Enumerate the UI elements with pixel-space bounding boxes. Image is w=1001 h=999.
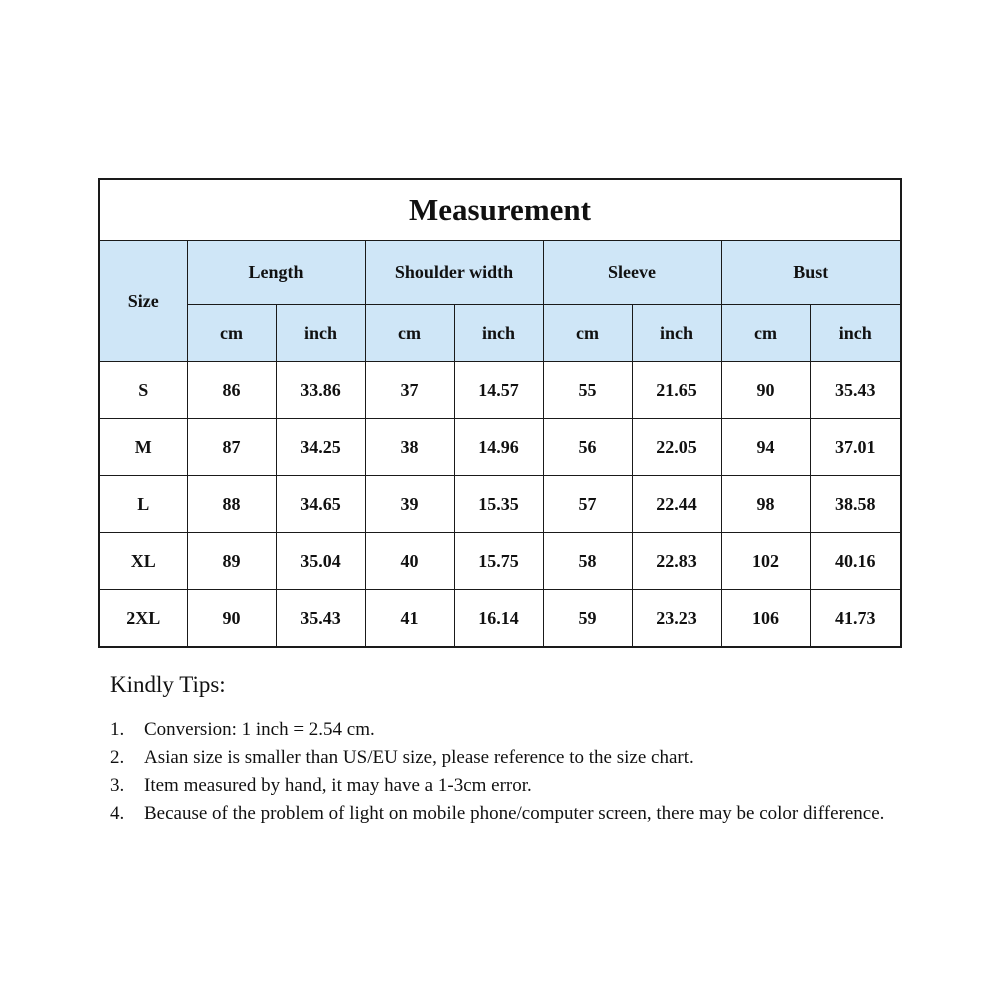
unit-header-cm: cm (187, 305, 276, 362)
value-cell: 58 (543, 533, 632, 590)
unit-header-cm: cm (543, 305, 632, 362)
value-cell: 22.05 (632, 419, 721, 476)
value-cell: 88 (187, 476, 276, 533)
table-row (99, 533, 901, 590)
value-cell: 57 (543, 476, 632, 533)
table-row (99, 476, 901, 533)
value-cell: 102 (721, 533, 810, 590)
group-header-bust: Bust (721, 241, 901, 305)
table-row (99, 419, 901, 476)
value-cell: 15.75 (454, 533, 543, 590)
value-cell: 15.35 (454, 476, 543, 533)
size-cell: 2XL (99, 590, 187, 648)
value-cell: 35.43 (810, 362, 901, 419)
value-cell: 22.44 (632, 476, 721, 533)
value-cell: 40.16 (810, 533, 901, 590)
unit-header-inch: inch (810, 305, 901, 362)
value-cell: 89 (187, 533, 276, 590)
table-body (99, 362, 901, 648)
value-cell: 87 (187, 419, 276, 476)
unit-header-inch: inch (454, 305, 543, 362)
value-cell: 90 (721, 362, 810, 419)
size-cell: L (99, 476, 187, 533)
value-cell: 39 (365, 476, 454, 533)
value-cell: 55 (543, 362, 632, 419)
value-cell: 22.83 (632, 533, 721, 590)
value-cell: 38 (365, 419, 454, 476)
value-cell: 23.23 (632, 590, 721, 648)
value-cell: 38.58 (810, 476, 901, 533)
tip-text: Because of the problem of light on mobile phone/computer screen, there may be color difference. (144, 803, 885, 824)
value-cell: 35.04 (276, 533, 365, 590)
size-chart (98, 178, 900, 648)
value-cell: 106 (721, 590, 810, 648)
tip-number: 1. (110, 719, 125, 740)
value-cell: 59 (543, 590, 632, 648)
group-header-length: Length (187, 241, 365, 305)
tip-number: 4. (110, 803, 125, 824)
table-row (99, 362, 901, 419)
measurement-table (98, 178, 902, 648)
tip-item (110, 716, 910, 744)
tip-number: 2. (110, 747, 125, 768)
unit-header-inch: inch (632, 305, 721, 362)
tip-number: 3. (110, 775, 125, 796)
value-cell: 41 (365, 590, 454, 648)
table-row (99, 590, 901, 648)
value-cell: 34.65 (276, 476, 365, 533)
value-cell: 35.43 (276, 590, 365, 648)
tip-text: Conversion: 1 inch = 2.54 cm. (144, 719, 375, 740)
size-cell: M (99, 419, 187, 476)
value-cell: 56 (543, 419, 632, 476)
value-cell: 86 (187, 362, 276, 419)
value-cell: 14.57 (454, 362, 543, 419)
value-cell: 16.14 (454, 590, 543, 648)
value-cell: 90 (187, 590, 276, 648)
value-cell: 41.73 (810, 590, 901, 648)
value-cell: 21.65 (632, 362, 721, 419)
size-cell: XL (99, 533, 187, 590)
unit-header-inch: inch (276, 305, 365, 362)
value-cell: 40 (365, 533, 454, 590)
tips-list (110, 716, 910, 828)
tip-item (110, 744, 910, 772)
value-cell: 14.96 (454, 419, 543, 476)
value-cell: 37 (365, 362, 454, 419)
value-cell: 34.25 (276, 419, 365, 476)
tip-item (110, 800, 910, 828)
unit-header-cm: cm (365, 305, 454, 362)
value-cell: 37.01 (810, 419, 901, 476)
tip-item (110, 772, 910, 800)
value-cell: 98 (721, 476, 810, 533)
table-title: Measurement (99, 179, 901, 241)
tips-title: Kindly Tips: (110, 672, 226, 697)
group-header-sleeve: Sleeve (543, 241, 721, 305)
size-header: Size (99, 241, 187, 362)
kindly-tips (110, 672, 910, 828)
tip-text: Asian size is smaller than US/EU size, please reference to the size chart. (144, 747, 694, 768)
size-cell: S (99, 362, 187, 419)
value-cell: 94 (721, 419, 810, 476)
unit-header-cm: cm (721, 305, 810, 362)
group-header-shoulder-width: Shoulder width (365, 241, 543, 305)
value-cell: 33.86 (276, 362, 365, 419)
tip-text: Item measured by hand, it may have a 1-3cm error. (144, 775, 532, 796)
